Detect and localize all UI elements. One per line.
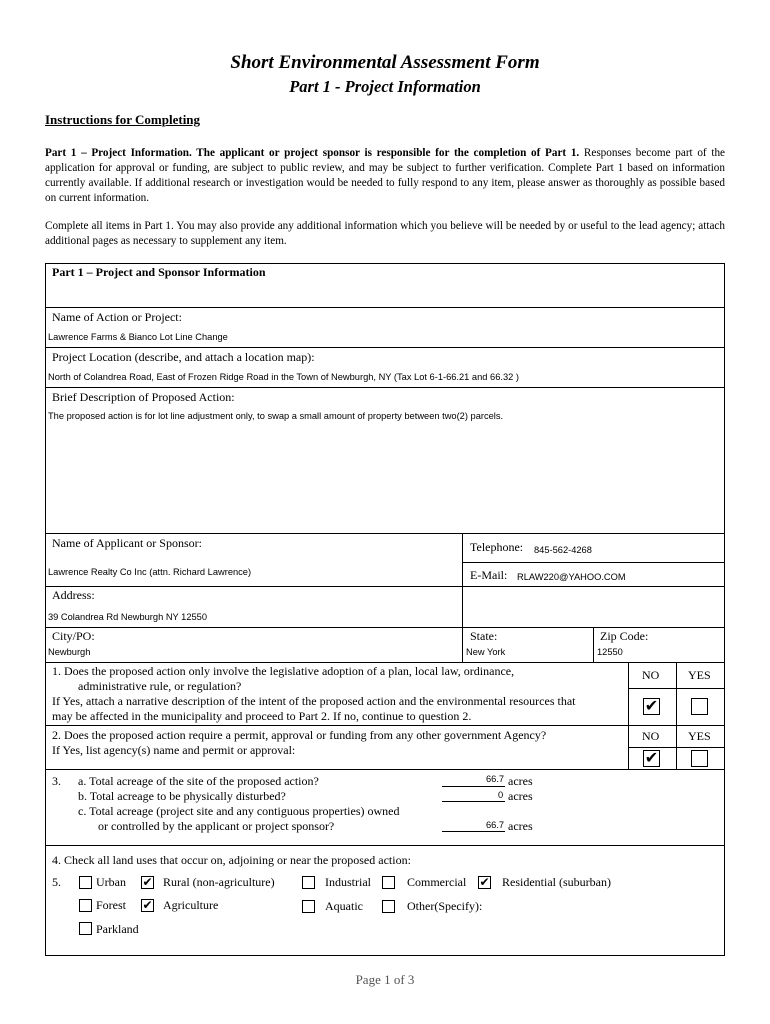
q3a-underline: [442, 786, 505, 787]
agriculture-label: Agriculture: [163, 898, 219, 912]
urban-label: Urban: [96, 875, 126, 889]
location-label: Project Location (describe, and attach a location map):: [52, 350, 315, 364]
other-label: Other(Specify):: [407, 899, 483, 913]
q1-line-3: If Yes, attach a narrative description of the intent of the proposed action and the environmental resources that: [52, 694, 576, 708]
divider: [462, 562, 725, 563]
q3a-unit: acres: [508, 774, 533, 788]
action-name-label: Name of Action or Project:: [52, 310, 182, 324]
q3c-value[interactable]: 66.7: [486, 820, 505, 830]
city-field[interactable]: Newburgh: [48, 647, 91, 657]
q3b-underline: [442, 801, 505, 802]
q3a-value[interactable]: 66.7: [486, 774, 505, 784]
divider: [45, 662, 725, 663]
aquatic-checkbox[interactable]: [302, 900, 315, 913]
state-label: State:: [470, 629, 498, 643]
other-checkbox[interactable]: [382, 900, 395, 913]
instructions-paragraph-1-bold: Part 1 – Project Information. The applicant or project sponsor is responsible for the completion of Part 1.: [45, 147, 580, 159]
q2-no-label: NO: [642, 729, 660, 743]
applicant-field[interactable]: Lawrence Realty Co Inc (attn. Richard Lawrence): [48, 567, 252, 577]
commercial-label: Commercial: [407, 875, 467, 889]
column-divider: [676, 662, 677, 769]
q3c-label-2: or controlled by the applicant or project sponsor?: [98, 819, 335, 833]
commercial-checkbox[interactable]: [382, 876, 395, 889]
q3a-label: a. Total acreage of the site of the proposed action?: [78, 774, 319, 788]
city-label: City/PO:: [52, 629, 95, 643]
residential-checkbox[interactable]: ✔: [479, 875, 490, 889]
q1-yes-checkbox[interactable]: [691, 698, 708, 715]
q2-no-checkbox[interactable]: ✔: [644, 748, 659, 767]
q1-yes-label: YES: [688, 668, 711, 682]
forest-checkbox[interactable]: [79, 899, 92, 912]
column-divider: [462, 533, 463, 662]
telephone-field[interactable]: 845-562-4268: [534, 545, 592, 555]
industrial-checkbox[interactable]: [302, 876, 315, 889]
urban-checkbox[interactable]: [79, 876, 92, 889]
industrial-label: Industrial: [325, 875, 371, 889]
aquatic-label: Aquatic: [325, 899, 363, 913]
instructions-paragraph-1: [45, 146, 725, 206]
q2-line-2: If Yes, list agency(s) name and permit or approval:: [52, 743, 296, 757]
form-subtitle: Part 1 - Project Information: [289, 77, 481, 96]
rural-label: Rural (non-agriculture): [163, 875, 275, 889]
divider: [45, 845, 725, 846]
q3c-unit: acres: [508, 819, 533, 833]
q3b-value[interactable]: 0: [498, 790, 504, 800]
location-field[interactable]: North of Colandrea Road, East of Frozen Ridge Road in the Town of Newburgh, NY (Tax Lot 6-1-66.21 and 66.32 ): [48, 372, 519, 382]
q5-number: 5.: [52, 875, 61, 889]
address-label: Address:: [52, 588, 95, 602]
email-field[interactable]: RLAW220@YAHOO.COM: [517, 572, 626, 582]
page-number: Page 1 of 3: [355, 972, 415, 987]
instructions-heading: Instructions for Completing: [45, 112, 201, 127]
column-divider: [593, 627, 594, 662]
divider: [45, 387, 725, 388]
divider: [45, 586, 725, 587]
q1-no-label: NO: [642, 668, 660, 682]
address-field[interactable]: 39 Colandrea Rd Newburgh NY 12550: [48, 612, 208, 622]
q3-number: 3.: [52, 774, 61, 788]
q1-line-4: may be affected in the municipality and proceed to Part 2. If no, continue to question 2.: [52, 709, 472, 723]
column-divider: [628, 662, 629, 769]
q3b-unit: acres: [508, 789, 533, 803]
state-field[interactable]: New York: [466, 647, 506, 657]
description-label: Brief Description of Proposed Action:: [52, 390, 235, 404]
q1-line-2: administrative rule, or regulation?: [78, 679, 242, 693]
section-title: Part 1 – Project and Sponsor Information: [52, 265, 266, 279]
action-name-field[interactable]: Lawrence Farms & Bianco Lot Line Change: [48, 332, 228, 342]
divider: [45, 769, 725, 770]
q3c-label-1: c. Total acreage (project site and any contiguous properties) owned: [78, 804, 400, 818]
zip-field[interactable]: 12550: [597, 647, 623, 657]
divider: [45, 725, 725, 726]
form-title: Short Environmental Assessment Form: [230, 52, 540, 73]
applicant-label: Name of Applicant or Sponsor:: [52, 536, 202, 550]
rural-checkbox[interactable]: ✔: [142, 875, 153, 889]
divider: [45, 347, 725, 348]
q3b-label: b. Total acreage to be physically disturbed?: [78, 789, 286, 803]
parkland-checkbox[interactable]: [79, 922, 92, 935]
email-label: E-Mail:: [470, 568, 508, 582]
q2-yes-checkbox[interactable]: [691, 750, 708, 767]
instructions-paragraph-1-text: Responses become part of the application for approval or funding, are subject to public review, and may be subject to further verification. Complete Part 1 based on information currently available. If additional research or investigation would be needed to fully respond to any item, please answer as thoroughly as possible based on current information.: [45, 147, 726, 204]
instructions-paragraph-2: Complete all items in Part 1. You may also provide any additional information which you believe will be needed by or useful to the lead agency; attach additional pages as necessary to supplement any item.: [45, 220, 725, 247]
q3c-underline: [442, 831, 505, 832]
q2-yes-label: YES: [688, 729, 711, 743]
q4-line: 4. Check all land uses that occur on, adjoining or near the proposed action:: [52, 853, 411, 867]
zip-label: Zip Code:: [600, 629, 649, 643]
description-field[interactable]: The proposed action is for lot line adjustment only, to swap a small amount of property between two(2) parcels.: [48, 411, 504, 421]
telephone-label: Telephone:: [470, 540, 524, 554]
q1-no-checkbox[interactable]: ✔: [644, 696, 659, 715]
q1-line-1: 1. Does the proposed action only involve the legislative adoption of a plan, local law, ordinance,: [52, 664, 515, 678]
divider: [45, 627, 725, 628]
divider: [45, 307, 725, 308]
divider: [45, 533, 725, 534]
q2-line-1: 2. Does the proposed action require a permit, approval or funding from any other government Agency?: [52, 728, 547, 742]
parkland-label: Parkland: [96, 922, 139, 936]
residential-label: Residential (suburban): [502, 875, 611, 889]
forest-label: Forest: [96, 898, 126, 912]
agriculture-checkbox[interactable]: ✔: [142, 898, 153, 912]
